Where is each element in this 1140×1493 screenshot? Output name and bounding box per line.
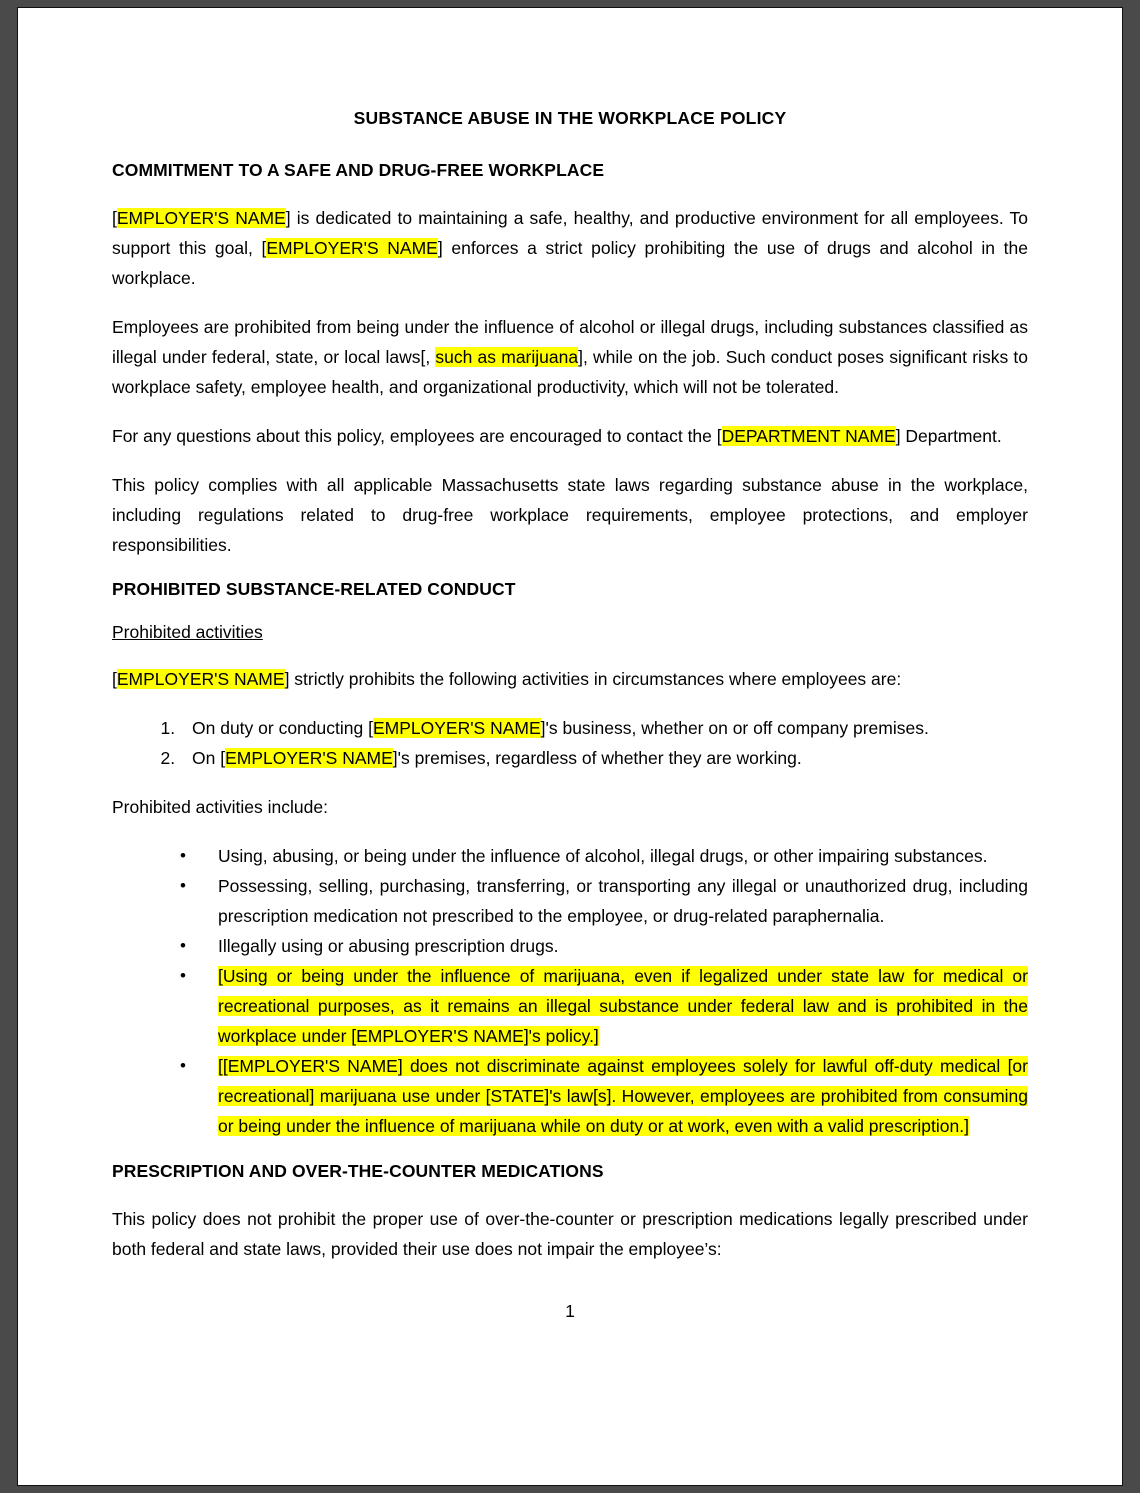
list-item-text: Possessing, selling, purchasing, transferring, or transporting any illegal or unauthorized drug, including prescription medication not prescribed to the employee, or drug-related paraphernalia. <box>218 876 1028 926</box>
text-fragment: ] Department. <box>895 426 1002 446</box>
placeholder-such-as-marijuana: such as marijuana <box>435 347 579 367</box>
text-fragment: ], while on the job. Such conduct poses significant risks to workplace safety, employee health, and organizational productivity, which will not be tolerated. <box>112 347 1028 397</box>
list-item <box>180 841 1028 871</box>
paragraph-activities-include: Prohibited activities include: <box>112 797 328 817</box>
text-fragment: ]'s premises, regardless of whether they are working. <box>392 748 802 768</box>
placeholder-employer-name: EMPLOYER'S NAME <box>225 748 393 768</box>
heading-prohibited-conduct: PROHIBITED SUBSTANCE-RELATED CONDUCT <box>112 579 516 599</box>
document-page <box>18 8 1122 1485</box>
document-body <box>112 108 1028 1283</box>
text-fragment: On duty or conducting [ <box>192 718 373 738</box>
placeholder-employer-name: EMPLOYER'S NAME <box>266 238 438 258</box>
text-fragment: ] is dedicated to maintaining a safe, healthy, and productive environment for all employees. To support this goal, [ <box>112 208 1029 258</box>
heading-commitment: COMMITMENT TO A SAFE AND DRUG-FREE WORKPLACE <box>112 160 605 180</box>
subheading-prohibited-activities: Prohibited activities <box>112 622 263 642</box>
placeholder-employer-name: EMPLOYER'S NAME <box>116 208 286 228</box>
list-item <box>180 871 1028 931</box>
placeholder-department-name: DEPARTMENT NAME <box>721 426 896 446</box>
list-item <box>180 713 1028 743</box>
text-fragment: [ <box>112 669 117 689</box>
paragraph-commitment-3 <box>112 421 1028 451</box>
text-fragment: ]'s business, whether on or off company premises. <box>540 718 929 738</box>
list-item-text: Illegally using or abusing prescription drugs. <box>218 936 559 956</box>
paragraph-prohibited-intro <box>112 664 1028 694</box>
page-title: SUBSTANCE ABUSE IN THE WORKPLACE POLICY <box>353 108 787 128</box>
placeholder-employer-name: EMPLOYER'S NAME <box>116 669 285 689</box>
list-item <box>180 743 1028 773</box>
list-item <box>180 1051 1028 1141</box>
list-item-text-highlighted: [[EMPLOYER'S NAME] does not discriminate against employees solely for lawful off-duty medical [or recreational] marijuana use under [STATE]'s law[s]. However, employees are prohibited from consuming or being under the influence of marijuana while on duty or at work, even with a valid prescription.] <box>218 1056 1028 1136</box>
text-fragment: ] enforces a strict policy prohibiting the use of drugs and alcohol in the workplace. <box>112 238 1029 288</box>
list-prohibited-activities <box>112 841 1028 1141</box>
text-fragment: Employees are prohibited from being under the influence of alcohol or illegal drugs, including substances classified as illegal under federal, state, or local laws[, <box>112 317 1028 367</box>
list-item <box>180 961 1028 1051</box>
text-fragment: ] strictly prohibits the following activities in circumstances where employees are: <box>284 669 902 689</box>
page-number: 1 <box>565 1301 575 1321</box>
list-prohibited-circumstances <box>112 713 1028 773</box>
list-item-text-highlighted: [Using or being under the influence of marijuana, even if legalized under state law for medical or recreational purposes, as it remains an illegal substance under federal law and is prohibited in the workplace under [EMPLOYER'S NAME]'s policy.] <box>218 966 1028 1046</box>
text-fragment: On [ <box>192 748 226 768</box>
paragraph-commitment-4: This policy complies with all applicable Massachusetts state laws regarding substance abuse in the workplace, including regulations related to drug-free workplace requirements, employee protections, and employer responsibilities. <box>112 475 1028 555</box>
list-item <box>180 931 1028 961</box>
paragraph-prescription-1: This policy does not prohibit the proper use of over-the-counter or prescription medications legally prescribed under both federal and state laws, provided their use does not impair the employee’s: <box>112 1209 1028 1259</box>
text-fragment: For any questions about this policy, employees are encouraged to contact the [ <box>112 426 722 446</box>
placeholder-employer-name: EMPLOYER'S NAME <box>372 718 541 738</box>
list-item-text: Using, abusing, or being under the influence of alcohol, illegal drugs, or other impairing substances. <box>218 846 988 866</box>
text-fragment: [ <box>112 208 117 228</box>
paragraph-commitment-1 <box>112 203 1028 293</box>
heading-prescription-medications: PRESCRIPTION AND OVER-THE-COUNTER MEDICATIONS <box>112 1161 604 1181</box>
paragraph-commitment-2 <box>112 312 1028 402</box>
